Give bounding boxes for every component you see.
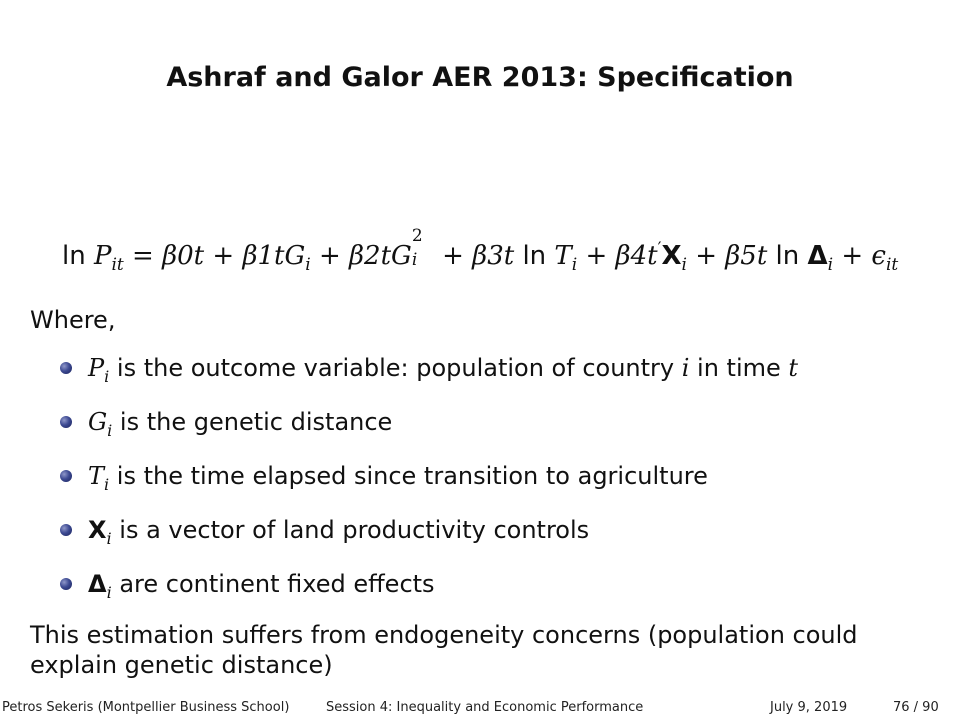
symbol: $\Delta_i$ <box>88 570 112 602</box>
item-text: are continent fixed effects <box>111 570 435 598</box>
eq-term-5-fn: ln <box>775 241 800 271</box>
where-label: Where, <box>30 306 116 334</box>
eq-term-3-coef: β3t <box>472 241 515 271</box>
eq-term-4-sub: i <box>681 255 687 275</box>
item-italic: i <box>681 354 690 382</box>
symbol: $G_i$ <box>88 408 113 440</box>
eq-term-1-coef: β1t <box>242 241 285 271</box>
item-text: is the outcome variable: population of country <box>109 354 682 382</box>
eq-lhs-var: P <box>93 241 112 271</box>
bullet-dot-icon <box>60 362 72 374</box>
footer <box>0 700 960 720</box>
bullet-dot-icon <box>60 470 72 482</box>
eq-term-6-var: ϵ <box>871 241 886 271</box>
definition-list <box>58 350 798 620</box>
footer-page-number: 76 / 90 <box>893 700 939 715</box>
item-italic: t <box>788 354 799 382</box>
eq-term-3-fn: ln <box>522 241 547 271</box>
eq-term-0-coef: β0t <box>162 241 205 271</box>
eq-term-6-sub: it <box>885 255 899 275</box>
list-item <box>58 566 798 620</box>
eq-term-2-sup: 2 <box>411 226 423 246</box>
eq-term-4-var: X <box>661 241 682 271</box>
list-item <box>58 512 798 566</box>
item-text: is a vector of land productivity controls <box>111 516 590 544</box>
footer-author: Petros Sekeris (Montpellier Business School) <box>2 700 290 715</box>
footer-date: July 9, 2019 <box>770 700 848 715</box>
eq-term-2-sub: i <box>411 250 418 270</box>
eq-term-1-var: G <box>284 241 306 271</box>
list-item <box>58 350 798 404</box>
bullet-dot-icon <box>60 578 72 590</box>
symbol: $P_i$ <box>88 354 110 386</box>
regression-equation: $\ln P_{it} = \beta 0t + \beta 1tG_i + \beta 2tG$ 2 i + β3t $\ln T_i + \beta 4t'X_i + \beta 5t$ $\ln \Delta_i + \epsilon_{it}$ <box>62 226 899 275</box>
list-item <box>58 458 798 512</box>
eq-term-3-sub: i <box>571 255 578 275</box>
eq-lhs-sub: it <box>111 255 124 275</box>
eq-term-2-var: G <box>391 241 412 271</box>
conclusion-text: This estimation suffers from endogeneity concerns (population could explain genetic distance) <box>30 621 858 679</box>
item-text: is the genetic distance <box>112 408 393 436</box>
eq-term-5-coef: β5t <box>725 241 768 271</box>
bullet-dot-icon <box>60 416 72 428</box>
eq-term-2-coef: β2t <box>349 241 392 271</box>
item-text: is the time elapsed since transition to agriculture <box>109 462 708 490</box>
footer-session: Session 4: Inequality and Economic Performance <box>326 700 644 715</box>
item-text: in time <box>689 354 789 382</box>
eq-term-3-var: T <box>554 241 572 271</box>
eq-ln: ln <box>62 241 86 271</box>
eq-term-4-coef: β4t <box>615 241 658 271</box>
eq-term-5-sub: i <box>827 255 834 275</box>
eq-term-1-sub: i <box>305 255 311 275</box>
list-item <box>58 404 798 458</box>
bullet-dot-icon <box>60 524 72 536</box>
eq-term-4-prime: ′ <box>657 239 662 259</box>
symbol: $X_i$ <box>88 516 112 548</box>
eq-term-5-var: Δ <box>807 241 828 271</box>
slide-title: Ashraf and Galor AER 2013: Specification <box>166 62 794 93</box>
symbol: $T_i$ <box>88 462 110 494</box>
